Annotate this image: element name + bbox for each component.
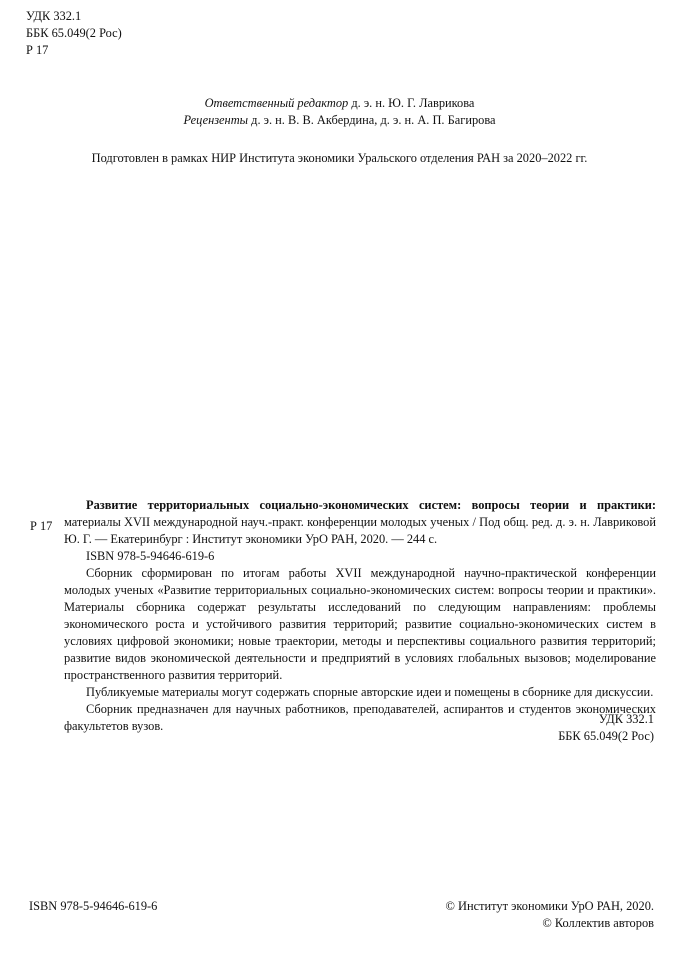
annotation-paragraph-3: Сборник предназначен для научных работников, преподавателей, аспирантов и студентов экономических факультетов вузов. xyxy=(64,702,656,733)
footer-isbn: ISBN 978-5-94646-619-6 xyxy=(29,899,158,913)
editor-line xyxy=(0,95,679,112)
copyright-authors: © Коллектив авторов xyxy=(542,916,654,930)
annotation-paragraph-1: Сборник сформирован по итогам работы XVII международной научно-практической конференции молодых ученых «Развитие территориальных социально-экономических систем: вопросы теории и практики». Материалы сборника содержат результаты исследований по следующим направлениям: проблемы экономического роста и устойчивого развития территорий; развитие социально-экономических систем в условиях цифровой экономики; новые траектории, методы и перспективы социального развития территорий; развитие видов экономической деятельности и предприятий в условиях глобальных вызовов; моделирование пространственного развития территорий. xyxy=(64,566,656,682)
bibliographic-record xyxy=(64,497,656,735)
top-classification-codes xyxy=(26,8,122,59)
copyright-institute: © Институт экономики УрО РАН, 2020. xyxy=(445,899,654,913)
footer-udk-code: УДК 332.1 xyxy=(598,712,654,726)
footer-bbk-code: ББК 65.049(2 Рос) xyxy=(558,729,654,743)
editor-name: д. э. н. Ю. Г. Лаврикова xyxy=(348,96,475,110)
credits-block xyxy=(0,95,679,129)
book-details: материалы XVII международной науч.-практ. конференции молодых ученых / Под общ. ред. д. э. н. Лавриковой Ю. Г. — Екатеринбург : Институт экономики УрО РАН, 2020. — 244 с. xyxy=(64,515,656,546)
bibliographic-description xyxy=(64,497,656,548)
isbn-line: ISBN 978-5-94646-619-6 xyxy=(86,549,215,563)
bottom-classification-codes xyxy=(558,711,654,745)
reviewers-role: Рецензенты xyxy=(183,113,249,127)
udk-code: УДК 332.1 xyxy=(26,9,82,23)
author-mark: Р 17 xyxy=(26,43,49,57)
book-title: Развитие территориальных социально-экономических систем: вопросы теории и практики: xyxy=(86,498,656,512)
bbk-code: ББК 65.049(2 Рос) xyxy=(26,26,122,40)
annotation-paragraph-2: Публикуемые материалы могут содержать спорные авторские идеи и помещены в сборнике для дискуссии. xyxy=(86,685,654,699)
prepared-note: Подготовлен в рамках НИР Института экономики Уральского отделения РАН за 2020–2022 гг. xyxy=(91,151,588,165)
reviewers-line xyxy=(0,112,679,129)
editor-role: Ответственный редактор xyxy=(204,96,349,110)
copyright-block xyxy=(445,898,654,932)
reviewers-names: д. э. н. В. В. Акбердина, д. э. н. А. П. Багирова xyxy=(248,113,496,127)
bibliography-author-mark: Р 17 xyxy=(30,519,53,533)
